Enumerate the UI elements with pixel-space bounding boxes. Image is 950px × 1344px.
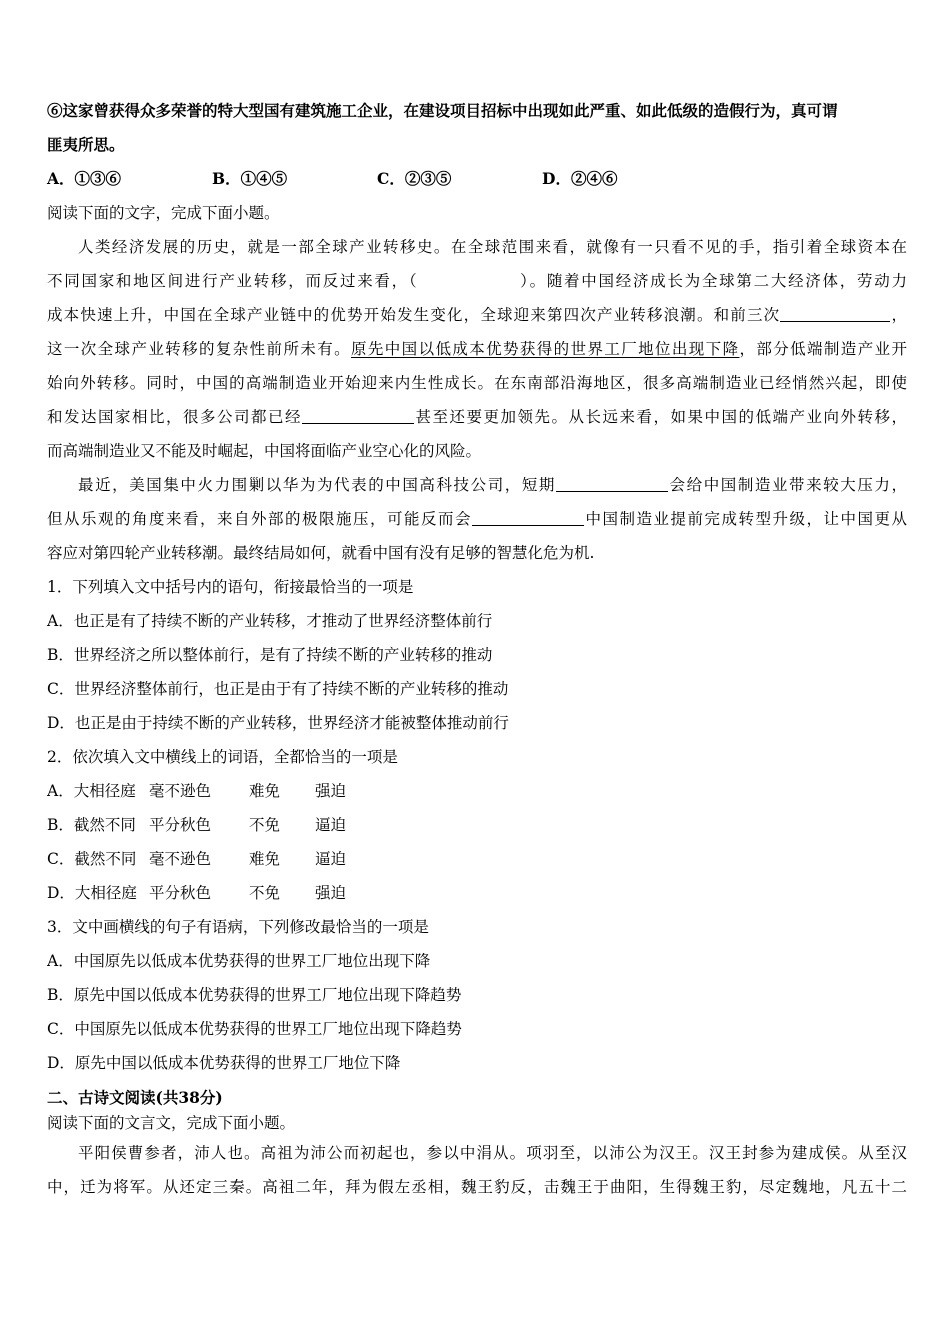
fill-blank (302, 407, 414, 424)
question-3 (47, 910, 907, 1080)
passage-text: 但从乐观的角度来看，来自外部的极限施压，可能反而会 (47, 510, 472, 528)
passage-line (47, 264, 907, 298)
choice-word: 逼迫 (315, 816, 347, 834)
choice-word: 毫不逊色 (149, 850, 212, 868)
option-a: A．①③⑥ (47, 169, 122, 188)
passage-text: 不同国家和地区间进行产业转移，而反过来看，（ (47, 272, 419, 290)
question-stem: 1．下列填入文中括号内的语句，衔接最恰当的一项是 (47, 578, 414, 596)
choice-word: 不免 (249, 816, 281, 834)
passage-text: 甚至还要更加领先。从长远来看，如果中国的低端产业向外转移， (414, 408, 907, 426)
choice-word: 难免 (249, 850, 281, 868)
section-2-title: 二、古诗文阅读(共38分) (47, 1088, 223, 1107)
q6-line-2: 匪夷所思。 (47, 135, 125, 154)
passage-line (47, 502, 907, 536)
passage-text: 最近，美国集中火力围剿以华为为代表的中国高科技公司，短期 (78, 476, 556, 494)
choice-c: C．中国原先以低成本优势获得的世界工厂地位出现下降趋势 (47, 1020, 462, 1038)
choice-d: D．原先中国以低成本优势获得的世界工厂地位下降 (47, 1054, 401, 1072)
choice-word: 平分秋色 (149, 884, 212, 902)
choice-word: 不免 (249, 884, 281, 902)
choice-word: C．截然不同 (47, 850, 137, 868)
option-b: B．①④⑤ (212, 169, 288, 188)
passage-text: 和发达国家相比，很多公司都已经 (47, 408, 302, 426)
choice-word: 毫不逊色 (149, 782, 212, 800)
fill-blank (780, 305, 890, 322)
option-d: D．②④⑥ (542, 169, 618, 188)
underlined-sentence: 原先中国以低成本优势获得的世界工厂地位出现下降 (351, 340, 740, 358)
choice-d (47, 876, 907, 910)
choice-c (47, 842, 907, 876)
choice-word: D．大相径庭 (47, 884, 137, 902)
document-page (47, 94, 907, 1204)
question-2 (47, 740, 907, 910)
choice-a (47, 774, 907, 808)
choice-a: A．也正是有了持续不断的产业转移，才推动了世界经济整体前行 (47, 612, 493, 630)
question-1 (47, 570, 907, 740)
choice-word: 逼迫 (315, 850, 347, 868)
classical-line: 中，迁为将军。从还定三秦。高祖二年，拜为假左丞相，魏王豹反，击魏王于曲阳，生得魏王豹，尽定魏地，凡五十二 (47, 1178, 907, 1196)
choice-word: 难免 (249, 782, 281, 800)
choice-a: A．中国原先以低成本优势获得的世界工厂地位出现下降 (47, 952, 431, 970)
passage-text: 成本快速上升，中国在全球产业链中的优势开始发生变化，全球迎来第四次产业转移浪潮。和前三次 (47, 306, 781, 324)
reading-intro: 阅读下面的文字，完成下面小题。 (47, 204, 280, 222)
classical-line: 平阳侯曹参者，沛人也。高祖为沛公而初起也，参以中涓从。项羽至，以沛公为汉王。汉王封参为建成侯。从至汉 (78, 1144, 907, 1162)
reading-passage (47, 230, 907, 570)
passage-text: 这一次全球产业转移的复杂性前所未有。 (47, 340, 352, 358)
fill-blank (556, 475, 668, 492)
choice-b (47, 808, 907, 842)
passage-text: ）。随着中国经济成长为全球第二大经济体，劳动力 (518, 272, 907, 290)
choice-word: 平分秋色 (149, 816, 212, 834)
choice-word: 强迫 (315, 884, 347, 902)
fill-blank (472, 509, 584, 526)
choice-word: 强迫 (315, 782, 347, 800)
passage-line (47, 298, 907, 332)
passage-text: ，部分低端制造产业开 (739, 340, 907, 358)
passage-text: 中国制造业提前完成转型升级，让中国更从 (583, 510, 907, 528)
passage-line: 容应对第四轮产业转移潮。最终结局如何，就看中国有没有足够的智慧化危为机. (47, 544, 595, 562)
prev-options (47, 162, 907, 196)
passage-text: 会给中国制造业带来较大压力， (667, 476, 907, 494)
passage-line (47, 468, 907, 502)
q6-line-1: ⑥这家曾获得众多荣誉的特大型国有建筑施工企业，在建设项目招标中出现如此严重、如此低级的造假行为，真可谓 (47, 101, 838, 120)
option-c: C．②③⑤ (377, 169, 452, 188)
question-stem: 3．文中画横线的句子有语病，下列修改最恰当的一项是 (47, 918, 429, 936)
choice-b: B．原先中国以低成本优势获得的世界工厂地位出现下降趋势 (47, 986, 462, 1004)
passage-text: ， (890, 306, 907, 324)
choice-d: D．也正是由于持续不断的产业转移，世界经济才能被整体推动前行 (47, 714, 509, 732)
section-2-intro: 阅读下面的文言文，完成下面小题。 (47, 1114, 296, 1132)
passage-line (47, 332, 907, 366)
choice-b: B．世界经济之所以整体前行，是有了持续不断的产业转移的推动 (47, 646, 493, 664)
choice-word: B．截然不同 (47, 816, 136, 834)
passage-line: 始向外转移。同时，中国的高端制造业开始迎来内生性成长。在东南部沿海地区，很多高端制造业已经悄然兴起，即使 (47, 374, 907, 392)
passage-line: 而高端制造业又不能及时崛起，中国将面临产业空心化的风险。 (47, 442, 482, 460)
question-stem: 2．依次填入文中横线上的词语，全都恰当的一项是 (47, 748, 398, 766)
choice-word: A．大相径庭 (47, 782, 136, 800)
passage-line (47, 400, 907, 434)
choice-c: C．世界经济整体前行，也正是由于有了持续不断的产业转移的推动 (47, 680, 509, 698)
passage-line: 人类经济发展的历史，就是一部全球产业转移史。在全球范围来看，就像有一只看不见的手，指引着全球资本在 (78, 238, 907, 256)
